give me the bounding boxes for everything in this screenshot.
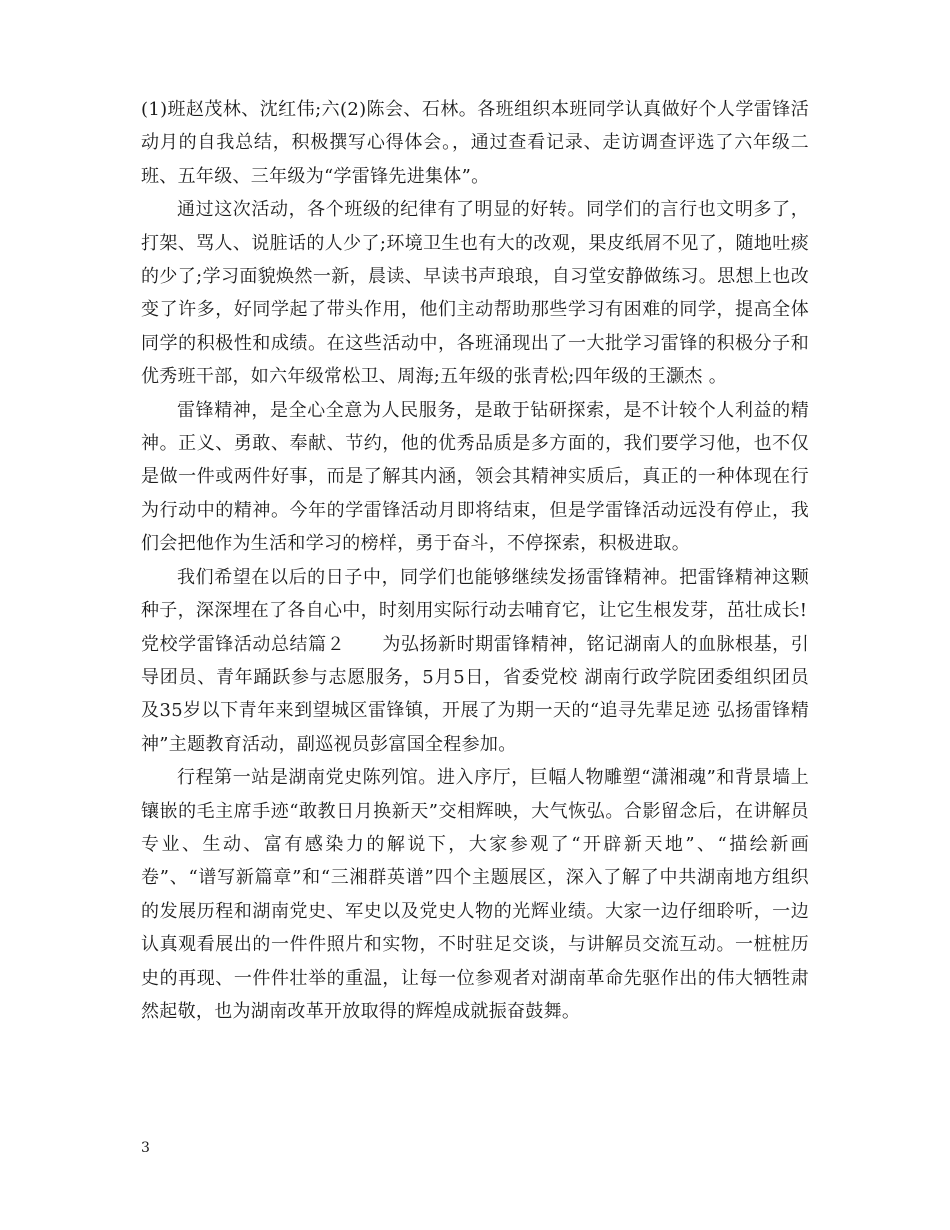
paragraph-5: 党校学雷锋活动总结篇２ 为弘扬新时期雷锋精神，铭记湖南人的血脉根基，引导团员、青年踊跃参与志愿服务，5月5日，省委党校 湖南行政学院团委组织团员及35岁以下青年来到望城区雷锋镇，开展了为期一天的“追寻先辈足迹 弘扬雷锋精神”主题教育活动，副巡视员彭富国全程参加。	[141, 633, 809, 755]
paragraph-4: 我们希望在以后的日子中，同学们也能够继续发扬雷锋精神。把雷锋精神这颗种子，深深埋在了各自心中，时刻用实际行动去哺育它，让它生根发芽，茁壮成长!	[141, 566, 809, 622]
document-body	[141, 93, 809, 1028]
paragraph-3: 雷锋精神，是全心全意为人民服务，是敢于钻研探索，是不计较个人利益的精神。正义、勇敢、奉献、节约，他的优秀品质是多方面的，我们要学习他，也不仅是做一件或两件好事，而是了解其内涵，领会其精神实质后，真正的一种体现在行为行动中的精神。今年的学雷锋活动月即将结束，但是学雷锋活动远没有停止，我们会把他作为生活和学习的榜样，勇于奋斗，不停探索，积极进取。	[141, 399, 809, 555]
paragraph-6: 行程第一站是湖南党史陈列馆。进入序厅，巨幅人物雕塑“潇湘魂”和背景墙上镶嵌的毛主席手迹“敢教日月换新天”交相辉映，大气恢弘。合影留念后，在讲解员专业、生动、富有感染力的解说下，大家参观了“开辟新天地”、“描绘新画卷”、“谱写新篇章”和“三湘群英谱”四个主题展区，深入了解了中共湖南地方组织的发展历程和湖南党史、军史以及党史人物的光辉业绩。大家一边仔细聆听，一边认真观看展出的一件件照片和实物，不时驻足交谈，与讲解员交流互动。一桩桩历史的再现、一件件壮举的重温，让每一位参观者对湖南革命先驱作出的伟大牺牲肃然起敬，也为湖南改革开放取得的辉煌成就振奋鼓舞。	[141, 767, 809, 1022]
paragraph-2: 通过这次活动，各个班级的纪律有了明显的好转。同学们的言行也文明多了，打架、骂人、说脏话的人少了;环境卫生也有大的改观，果皮纸屑不见了，随地吐痰的少了;学习面貌焕然一新，晨读、早读书声琅琅，自习堂安静做练习。思想上也改变了许多，好同学起了带头作用，他们主动帮助那些学习有困难的同学，提高全体同学的积极性和成绩。在这些活动中，各班涌现出了一大批学习雷锋的积极分子和优秀班干部，如六年级常松卫、周海;五年级的张青松;四年级的王灏杰 。	[141, 199, 809, 388]
paragraph-1: (1)班赵茂林、沈红伟;六(2)陈会、石林。各班组织本班同学认真做好个人学雷锋活动月的自我总结，积极撰写心得体会。，通过查看记录、走访调查评选了六年级二班、五年级、三年级为“学雷锋先进集体”。	[141, 99, 809, 187]
page-number: 3	[141, 1140, 150, 1156]
